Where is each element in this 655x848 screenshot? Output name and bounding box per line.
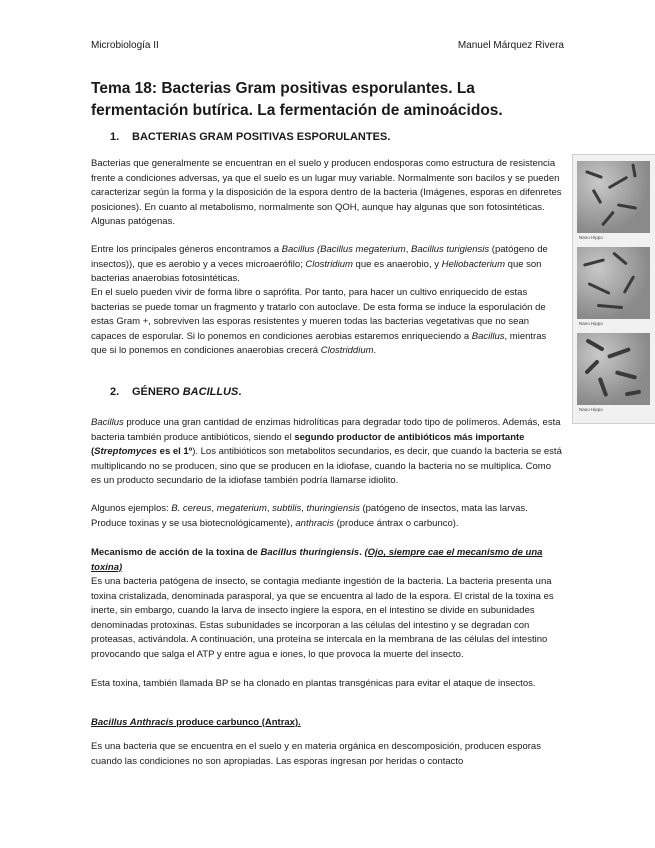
section2-heading: 2. GÉNERO BACILLUS. [110, 386, 242, 398]
section1-paragraph-2: Entre los principales géneros encontramos a Bacillus (Bacillus megaterium, Bacillus turigiensis (patógeno de insectos)), que es aerobio y a veces microaerófilo; Clostridium que es anaerobio, y Heliobacterium que son bacterias anaerobias fotosintéticas. [91, 244, 548, 284]
micrograph-image-3 [577, 333, 650, 405]
micrograph-sidebar [572, 154, 655, 424]
anthracis-heading: Bacillus Anthracis produce carbunco (Antrax). [91, 717, 301, 728]
section1-heading [110, 131, 390, 143]
micrograph-image-1 [577, 161, 650, 233]
section1-number: 1. [110, 131, 120, 143]
section1-paragraph-3: En el suelo pueden vivir de forma libre o saprófita. Por tanto, para hacer un cultivo enriquecido de estas bacterias se puede tomar un fragmento y tratarlo con autoclave. De esta forma se induce la esporulación de estas Gram +, sobreviven las esporas resistentes y mueren todas las bacterias vegetativas que no sean capaces de esporular. Si lo ponemos en condiciones aerobias estaremos enriqueciendo a Bacillus, mientras que si lo ponemos en condiciones anaerobias crecerá Clostriddium. [91, 287, 547, 356]
micrograph-image-2 [577, 247, 650, 319]
section1-heading-text: BACTERIAS GRAM POSITIVAS ESPORULANTES. [132, 131, 391, 143]
section2-paragraph-1: Bacillus produce una gran cantidad de enzimas hidrolíticas para degradar todo tipo de polímeros. Además, esta bacteria también produce antibióticos, siendo el segundo productor de antibióticos más importante (Streptomyces es el 1º). Los antibióticos son metabolitos secundarios, es decir, que cuando la bacteria se está multiplicando no se producen, sino que se producen en la idiofase, cuando la bacteria no se multiplica. Como es un producto secundario de la idiofase también podría llamarse idiolito. [91, 417, 562, 486]
page-title: Tema 18: Bacterias Gram positivas esporulantes. La fermentación butírica. La fermentación de aminoácidos. [91, 80, 503, 119]
micrograph-caption-1: Nano Hippo [579, 235, 603, 240]
header-course: Microbiología II [91, 40, 159, 51]
header-author: Manuel Márquez Rivera [457, 40, 564, 51]
micrograph-caption-2: Nano Hippo [579, 321, 603, 326]
section2-number: 2. [110, 386, 120, 398]
section2-paragraph-2: Algunos ejemplos: B. cereus, megaterium, subtilis, thuringiensis (patógeno de insectos, mata las larvas. Produce toxinas y se usa biotecnológicamente), anthracis (produce ántrax o carbunco). [91, 503, 528, 529]
mechanism-body: Es una bacteria patógena de insecto, se contagia mediante ingestión de la bacteria. La bacteria presenta una toxina cristalizada, denominada parasporal, ya que se encuentra al lado de la espora. El cristal de la toxina es inerte, sin embargo, cuando la larva de insecto ingiere la espora, en el intestino se divide en subunidades denominadas protoxinas. Estas subunidades se incorporan a las células del intestino y se degradan con proteasas, activándola. A continuación, una proteína se intercala en la membrana de las células del intestino provocando que salga el ATP y entre agua e iones, lo que provoca la muerte del insecto. [91, 576, 554, 660]
mechanism-heading: Mecanismo de acción de la toxina de Bacillus thuringiensis. (Ojo, siempre cae el mecanismo de una toxina) [91, 547, 543, 573]
mechanism-note: Esta toxina, también llamada BP se ha clonado en plantas transgénicas para evitar el ataque de insectos. [91, 678, 536, 689]
micrograph-caption-3: Nano Hippo [579, 407, 603, 412]
section1-paragraph-1: Bacterias que generalmente se encuentran en el suelo y producen endosporas como estructura de resistencia frente a condiciones adversas, ya que el suelo es un lugar muy variable. Normalmente son bacilos y se pueden caracterizar según la forma y la disposición de la espora dentro de la bacteria (Imágenes, esporas en difenretes posiciones). En cuanto al metabolismo, normalmente son QOH, aunque hay algunas que son fotosintéticas. Algunas patógenas. [91, 158, 562, 227]
anthracis-body: Es una bacteria que se encuentra en el suelo y en materia orgánica en descomposición, producen esporas cuando las condiciones no son apropiadas. Las esporas ingresan por heridas o contacto [91, 741, 541, 767]
